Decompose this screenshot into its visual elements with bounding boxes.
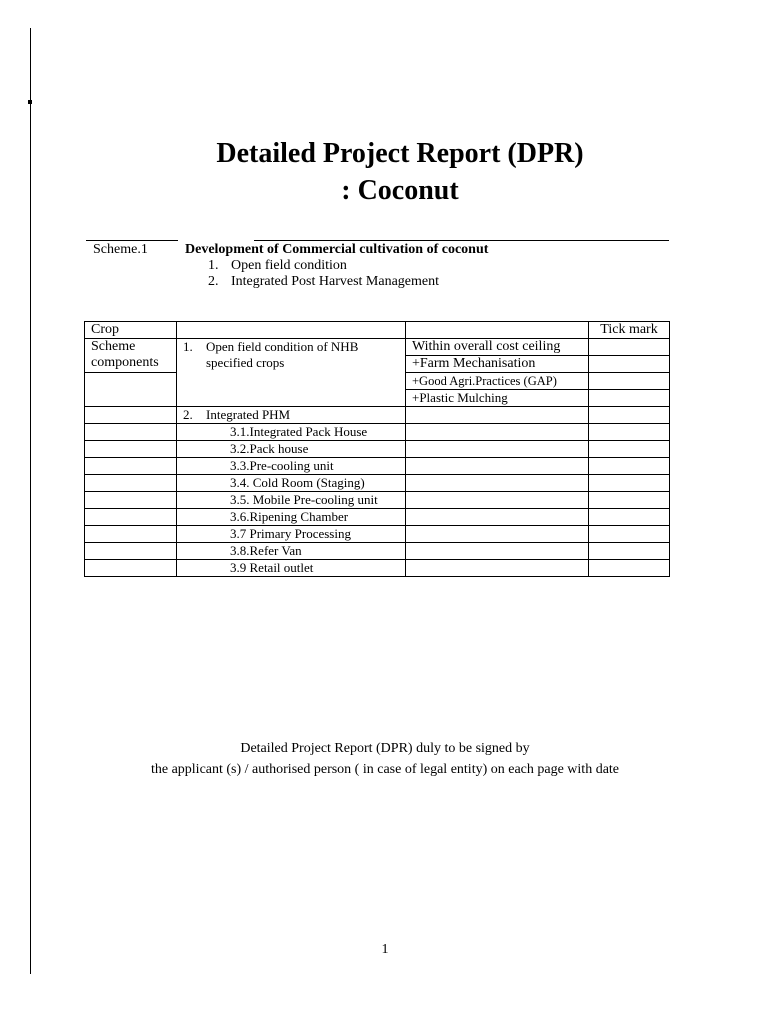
- margin-marker: [28, 100, 32, 104]
- empty-cell: [406, 322, 589, 339]
- table-row: [85, 441, 670, 458]
- cost-item: +Good Agri.Practices (GAP): [406, 373, 589, 390]
- empty-cell: [406, 407, 589, 424]
- divider-left: [86, 240, 178, 241]
- empty-cell: [406, 560, 589, 577]
- empty-cell: [406, 475, 589, 492]
- table-row: [85, 322, 670, 339]
- tick-mark-header: Tick mark: [589, 322, 670, 339]
- scheme-list-item: 1. Open field condition: [208, 258, 347, 273]
- scheme-list: [208, 258, 439, 290]
- phm-item: 3.9 Retail outlet: [177, 560, 406, 577]
- empty-cell: [85, 373, 177, 407]
- empty-cell: [85, 441, 177, 458]
- table-row: [85, 475, 670, 492]
- table-row: [85, 509, 670, 526]
- empty-cell: [85, 475, 177, 492]
- tick-cell[interactable]: [589, 492, 670, 509]
- tick-cell[interactable]: [589, 407, 670, 424]
- tick-cell[interactable]: [589, 424, 670, 441]
- empty-cell: [85, 424, 177, 441]
- empty-cell: [406, 458, 589, 475]
- empty-cell: [406, 543, 589, 560]
- cost-item: Within overall cost ceiling: [406, 339, 589, 356]
- phm-item: 3.2.Pack house: [177, 441, 406, 458]
- scheme-components-table: [84, 321, 670, 577]
- document-title-line-2: : Coconut: [341, 175, 459, 206]
- empty-cell: [85, 492, 177, 509]
- empty-cell: [85, 543, 177, 560]
- tick-cell[interactable]: [589, 560, 670, 577]
- tick-cell[interactable]: [589, 339, 670, 356]
- scheme-label: Scheme.1: [93, 242, 148, 257]
- tick-cell[interactable]: [589, 373, 670, 390]
- tick-cell[interactable]: [589, 458, 670, 475]
- phm-item: 3.4. Cold Room (Staging): [177, 475, 406, 492]
- empty-cell: [406, 424, 589, 441]
- table-row: [85, 458, 670, 475]
- tick-cell[interactable]: [589, 441, 670, 458]
- phm-item: 3.3.Pre-cooling unit: [177, 458, 406, 475]
- open-field-item: 1. Open field condition of NHB specified crops: [177, 339, 406, 407]
- empty-cell: [406, 526, 589, 543]
- tick-cell[interactable]: [589, 390, 670, 407]
- tick-cell[interactable]: [589, 475, 670, 492]
- cost-item: +Plastic Mulching: [406, 390, 589, 407]
- scheme-list-item: 2. Integrated Post Harvest Management: [208, 274, 439, 289]
- signature-note-line-1: Detailed Project Report (DPR) duly to be signed by: [240, 741, 530, 756]
- document-title-line-1: Detailed Project Report (DPR): [216, 138, 584, 169]
- phm-item: 3.6.Ripening Chamber: [177, 509, 406, 526]
- phm-item: 3.1.Integrated Pack House: [177, 424, 406, 441]
- divider-right: [254, 240, 669, 241]
- phm-heading: 2. Integrated PHM: [177, 407, 406, 424]
- page-number: 1: [381, 942, 389, 957]
- table-row: [85, 407, 670, 424]
- table-row: [85, 424, 670, 441]
- table-row: [85, 339, 670, 356]
- empty-cell: [406, 509, 589, 526]
- empty-cell: [406, 492, 589, 509]
- crop-value-cell: [177, 322, 406, 339]
- phm-item: 3.8.Refer Van: [177, 543, 406, 560]
- cost-item: +Farm Mechanisation: [406, 356, 589, 373]
- scheme-components-label: Scheme components: [85, 339, 177, 373]
- tick-cell[interactable]: [589, 356, 670, 373]
- empty-cell: [85, 509, 177, 526]
- tick-cell[interactable]: [589, 509, 670, 526]
- empty-cell: [85, 458, 177, 475]
- signature-note-line-2: the applicant (s) / authorised person ( in case of legal entity) on each page with date: [150, 762, 620, 777]
- empty-cell: [85, 560, 177, 577]
- table-row: [85, 543, 670, 560]
- table-row: [85, 560, 670, 577]
- empty-cell: [406, 441, 589, 458]
- tick-cell[interactable]: [589, 526, 670, 543]
- table-row: [85, 526, 670, 543]
- phm-item: 3.5. Mobile Pre-cooling unit: [177, 492, 406, 509]
- phm-item: 3.7 Primary Processing: [177, 526, 406, 543]
- scheme-title: Development of Commercial cultivation of coconut: [185, 242, 489, 257]
- tick-cell[interactable]: [589, 543, 670, 560]
- crop-label: Crop: [85, 322, 177, 339]
- empty-cell: [85, 407, 177, 424]
- table-row: [85, 492, 670, 509]
- empty-cell: [85, 526, 177, 543]
